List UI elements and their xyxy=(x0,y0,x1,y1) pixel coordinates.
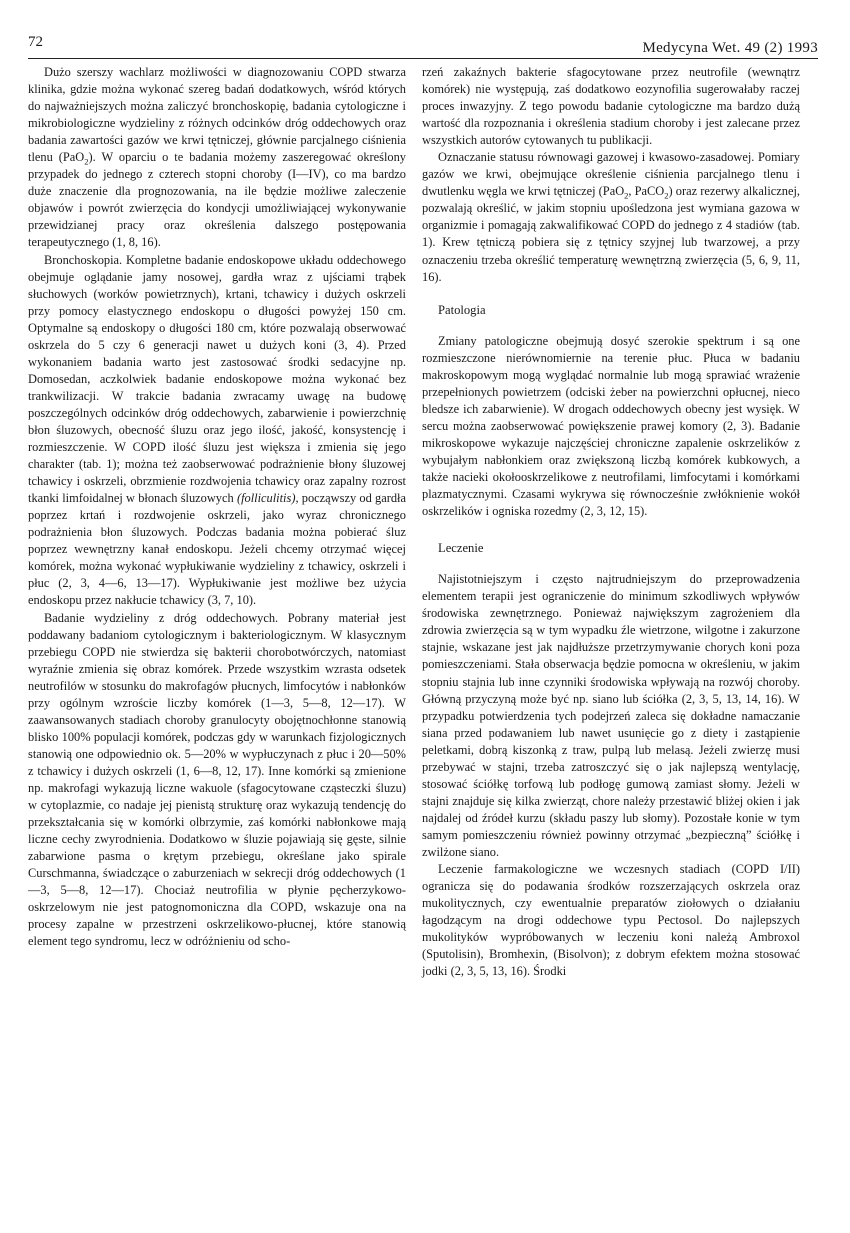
paragraph-bronchoscopy: Bronchoskopia. Kompletne badanie endoskopowe układu oddechowego obejmuje oglądanie jamy nosowej, gardła wraz z ujściami trąbek słuchowych (worków powietrznych), krtani, tchawicy i dużych oskrzeli przy pomocy elastycznego endoskopu o długości powyżej 150 cm. Optymalne są endoskopy o długości 180 cm, które pozwalają obserwować oskrzela do 5 czy 6 generacji nawet u dużych koni (3, 4). Przed wykonaniem badania warto jest zastosować środki sedacyjne np. Domosedan, aczkolwiek badanie endoskopowe można wykonać bez trankwilizacji. W trakcie badania zwracamy uwagę na budowę poszczególnych odcinków dróg oddechowych, zabarwienie i powierzchnię błon śluzowych, obecność śluzu oraz jego ilość, jakość, konsystencję i rozmieszczenie. W COPD ilość śluzu jest większa i zmienia się jego charakter (tab. 1); można też zaobserwować podrażnienie błony śluzowej tchawicy i oskrzeli, obrzmienie rozdwojenia tchawicy oraz zapalny rozrost tkanki limfoidalnej w błonach śluzowych (folliculitis), począwszy od gardła poprzez krtań i rozdwojenie oskrzeli, jako wyraz chronicznego podrażnienia błon śluzowych. Podczas badania można pobierać śluz poprzez wewnętrzny kanał endoskopu. Jeżeli chcemy otrzymać więcej komórek, można wykonać wypłukiwanie wydzieliny z tchawicy, oskrzeli i płuc (2, 3, 4—6, 13—17). Wypłukiwanie jest możliwe bez użycia endoskopu przez nakłucie tchawicy (3, 7, 10). xyxy=(28,252,406,608)
section-heading-leczenie: Leczenie xyxy=(438,541,484,556)
header-rule xyxy=(28,58,818,59)
page-number: 72 xyxy=(28,34,43,50)
left-column xyxy=(28,64,406,950)
paragraph-pharmacological-therapy: Leczenie farmakologiczne we wczesnych stadiach (COPD I/II) ogranicza się do podawania środków rozszerzających oskrzela oraz mukolitycznych, czy ewentualnie preparatów ziołowych o działaniu łagodzącym na drogi oddechowe typu Pectosol. Do najlepszych mukolityków wypróbowanych w leczeniu koni należą Ambroxol (Sputolisin), Bromhexin, (Bisolvon); z dobrym efektem można stosować jodki (2, 3, 5, 13, 16). Środki xyxy=(422,862,800,979)
journal-citation: Medycyna Wet. 49 (2) 1993 xyxy=(642,40,818,56)
paragraph-pathology: Zmiany patologiczne obejmują dosyć szerokie spektrum i są one rozmieszczone nierównomiernie na terenie płuc. Płuca w badaniu makroskopowym mogą wyglądać normalnie lub mogą sprawiać wrażenie przepełnionych powietrzem (odciski żeber na powierzchni opłucnej, nieco bledsze ich zabarwienie). W drogach oddechowych obecny jest wysięk. W sercu można zaobserwować powiększenie prawej komory (2, 3). Badanie mikroskopowe wykazuje najczęściej chroniczne zapalenie oskrzelików z wybujałym nabłonkiem oraz zwiększoną liczbą komórek kubkowych, a także nacieki okołooskrzelikowe z neutrofilami, limfocytami i komórkami plazmatycznymi. Czasami wykrywa się równocześnie zwłóknienie wokół oskrzelików i ogniska rozedmy (2, 3, 12, 15). xyxy=(422,333,800,519)
paragraph-cytology-continued: rzeń zakaźnych bakterie sfagocytowane przez neutrofile (wewnątrz komórek) nie występują, zaś dodatkowo eozynofilia sugerowałaby raczej proces inwazyjny. Z tego powodu badanie cytologiczne ma bardzo dużą wartość dla rozpoznania i określenia stadium choroby i jest zalecane przez wszystkich autorów cytowanych tu publikacji. xyxy=(422,65,800,148)
paragraph-environment-therapy: Najistotniejszym i często najtrudniejszym do przeprowadzenia elementem terapii jest ograniczenie do minimum szkodliwych wpływów środowiska zewnętrznego. Ponieważ największym zagrożeniem dla zdrowia zwierzęcia są w tym wypadku źle wietrzone, wilgotne i zakurzone stajnie, wskazane jest jak najdłuższe przetrzymywanie chorych koni poza pomieszczeniami. Stała obserwacja będzie pomocna w określeniu, w jakim stopniu stajnia lub inne czynniki środowiska wpływają na rozwój choroby. Główną przyczyną może być np. siano lub ściółka (2, 3, 5, 13, 14, 16). W przypadku potwierdzenia tych podejrzeń zaleca się dokładne namaczanie siana przed podawaniem lub nawet usunięcie go z diety i zastąpienie peletkami, dobrą kiszonką z traw, pulpą lub melasą. Jeżeli zwierzę musi przebywać w stajni, trzeba zatroszczyć się o jak najlepszą wentylację, stosować ściółkę torfową lub podłogę gumową zamiast słomy. Jeżeli w stajni znajduje się kilka zwierząt, chore należy przestawić bliżej okien i jak najdalej od źródeł kurzu (składu paszy lub słomy). Pozostałe konie w tym samym pomieszczeniu również powinny otrzymać „bezpieczną” ściółkę i zwilżone siano. xyxy=(422,572,800,859)
page-header xyxy=(28,34,818,56)
paragraph-secretion-examination: Badanie wydzieliny z dróg oddechowych. Pobrany materiał jest poddawany badaniom cytologicznym i bakteriologicznym. W klasycznym przebiegu COPD nie stwierdza się bakterii chorobotwórczych, natomiast wyraźnie zmienia się obraz komórek. Przede wszystkim wzrasta odsetek neutrofilów w stosunku do makrofagów płucnych, limfocytów i nabłonków przy ogólnym wzroście liczby komórek (1—3, 5—8, 12—17). W zaawansowanych stadiach choroby granulocyty obojętnochłonne stanowią blisko 100% populacji komórek, podczas gdy w warunkach fizjologicznych stanowią one odpowiednio ok. 5—20% w wypłuczynach z płuc i 20—50% z tchawicy i dużych oskrzeli (1, 6—8, 12, 17). Inne komórki są zmienione np. makrofagi wykazują liczne wakuole (sfagocytowane cząsteczki śluzu) w cytoplazmie, co nadaje jej pienistą strukturę oraz wykazują tendencję do przekształcania się w komórki olbrzymie, zaś komórki nabłonkowe mają liczne cechy zwyrodnienia. Dodatkowo w śluzie pojawiają się gęste, silnie zabarwione pasma o krętym przebiegu, określane jako spirale Curschmanna, świadczące o zaburzeniach w sekrecji dróg oddechowych (1—3, 5—8, 12—17). Chociaż neutrofilia w płynie pęcherzykowo-oskrzelowym nie jest patognomoniczna dla COPD, wskazuje ona na procesy zapalne w przestrzeni oskrzelikowo-płucnej, które stanowią element tego syndromu, lecz w odróżnieniu od scho- xyxy=(28,610,406,949)
paragraph-blood-gas: Oznaczanie statusu równowagi gazowej i kwasowo-zasadowej. Pomiary gazów we krwi, obejmujące określenie ciśnienia parcjalnego tlenu i dwutlenku węgla we krwi tętniczej (PaO$_2$, PaCO$_2$) oraz rezerwy alkalicznej, pozwalają określić, w jakim stopniu upośledzona jest wymiana gazowa w organizmie i pomagają zakwalifikować COPD do jednego z 4 stadiów (tab. 1). Krew tętniczą pobiera się z tętnicy szyjnej lub twarzowej, a przy oznaczeniu trzeba określić temperaturę wewnętrzną zwierzęcia (5, 6, 9, 11, 16). xyxy=(422,150,800,284)
section-heading-patologia: Patologia xyxy=(438,302,486,317)
paragraph-diagnosis-clinic: Dużo szerszy wachlarz możliwości w diagnozowaniu COPD stwarza klinika, gdzie można wykonać szereg badań dodatkowych, wśród których do najważniejszych można zaliczyć bronchoskopię, badania cytologiczne i mikrobiologiczne wydzieliny z różnych odcinków dróg oddechowych oraz badania zawartości gazów we krwi tętniczej, głównie parcjalnego ciśnienia tlenu (PaO$_2$). W oparciu o te badania możemy zaszeregować określony przypadek do jednego z czterech stopni choroby (I—IV), co ma bardzo duże znaczenie dla prognozowania, na ile będzie możliwe zaleczenie objawów i powrót zwierzęcia do kondycji umożliwiającej wykonywanie przewidzianej pracy oraz określenia dalszego postępowania terapeutycznego (1, 8, 16). xyxy=(28,65,406,250)
right-column xyxy=(422,64,800,980)
